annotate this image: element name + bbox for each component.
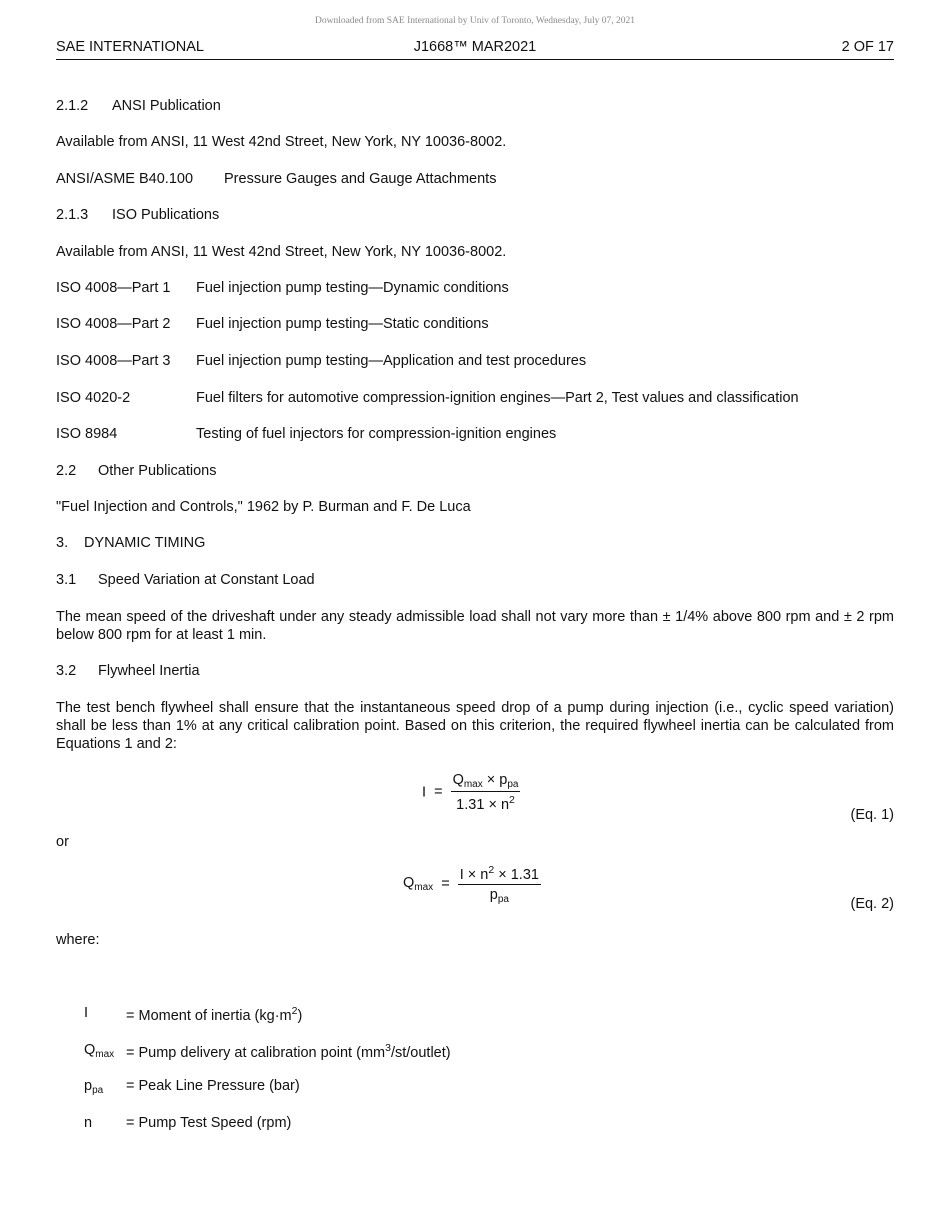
def-symbol-inertia: I [84, 1005, 89, 1021]
reference-title: Testing of fuel injectors for compression-ignition engines [196, 426, 557, 442]
eq1-fraction [451, 772, 521, 813]
def-symbol-ppa: $p_{pa}$ [84, 1078, 104, 1096]
def-text-qmax: = Pump delivery at calibration point $(mm^3/st/outlet)$ [126, 1042, 451, 1061]
equation-2 [403, 864, 541, 905]
def-text-ppa: = Peak Line Pressure (bar) [126, 1078, 300, 1094]
eq2-lhs: $Q_{max}$ [403, 875, 434, 894]
reference-code: ISO 4008—Part 2 [56, 316, 171, 332]
or-text: or [56, 834, 69, 850]
eq1-lhs: I [422, 784, 427, 801]
reference-code: ISO 4020-2 [56, 390, 131, 406]
section-number: 2.2 [56, 463, 77, 479]
ansi-availability: Available from ANSI, 11 West 42nd Street, New York, NY 10036-8002. [56, 134, 507, 150]
section-title: ISO Publications [112, 207, 220, 223]
reference-code: ISO 4008—Part 3 [56, 353, 171, 369]
reference-ansi-b40-100 [56, 171, 496, 187]
reference-title: Fuel injection pump testing—Application and test procedures [196, 353, 587, 369]
reference-title: Fuel injection pump testing—Static conditions [196, 316, 489, 332]
iso-availability: Available from ANSI, 11 West 42nd Street, New York, NY 10036-8002. [56, 244, 507, 260]
section-title: Other Publications [98, 463, 217, 479]
section-number: 2.1.2 [56, 98, 89, 114]
section-number: 2.1.3 [56, 207, 89, 223]
reference-code: ISO 4008—Part 1 [56, 280, 171, 296]
header-org: SAE INTERNATIONAL [56, 39, 204, 55]
equation-1 [422, 772, 520, 813]
section-3-heading [56, 535, 205, 551]
section-number: 3.2 [56, 663, 77, 679]
section-2-1-3-heading [56, 207, 219, 223]
reference-iso-4008-1 [56, 280, 509, 296]
eq1-equals: = [434, 784, 443, 801]
eq2-numerator: $I \times n^2 \times 1.31$ [459, 864, 539, 883]
eq2-equals: = [441, 876, 450, 893]
header-doc-id: J1668™ MAR2021 [413, 39, 537, 55]
reference-iso-4020-2 [56, 390, 799, 406]
section-2-2-heading [56, 463, 216, 479]
section-3-1-paragraph: The mean speed of the driveshaft under any steady admissible load shall not vary more than ± 1/4% above 800 rpm and ± 2 rpm below 800 rpm for at least 1 min. [56, 609, 894, 643]
reference-title: Fuel filters for automotive compression-ignition engines—Part 2, Test values and classification [196, 390, 799, 406]
eq1-numerator: $Q_{max} \times p_{pa}$ [452, 772, 519, 790]
reference-iso-4008-2 [56, 316, 489, 332]
header-page-number: 2 OF 17 [841, 39, 894, 55]
other-publication: "Fuel Injection and Controls," 1962 by P. Burman and F. De Luca [56, 499, 471, 515]
eq1-label: (Eq. 1) [850, 807, 894, 823]
reference-iso-8984 [56, 426, 556, 442]
section-title: Flywheel Inertia [98, 663, 200, 679]
def-text-n: = Pump Test Speed (rpm) [126, 1115, 292, 1131]
reference-iso-4008-3 [56, 353, 586, 369]
section-3-2-heading [56, 663, 200, 679]
reference-title: Pressure Gauges and Gauge Attachments [224, 171, 497, 187]
section-3-2-paragraph: The test bench flywheel shall ensure that the instantaneous speed drop of a pump during injection (i.e., cyclic speed variation) shall be less than 1% at any critical calibration point. Based on this criterion, the required flywheel inertia can be calculated from Equations 1 and 2: [56, 700, 894, 752]
reference-title: Fuel injection pump testing—Dynamic conditions [196, 280, 509, 296]
header-rule [56, 59, 894, 60]
eq2-denominator: $p_{pa}$ [489, 886, 509, 905]
def-symbol-qmax: $Q_{max}$ [84, 1042, 115, 1060]
where-text: where: [56, 932, 100, 948]
eq1-denominator: $1.31 \times n^2$ [456, 794, 515, 813]
section-title: ANSI Publication [112, 98, 221, 114]
section-2-1-2-heading [56, 98, 221, 114]
section-title: Speed Variation at Constant Load [98, 572, 315, 588]
section-number: 3. [56, 535, 69, 551]
section-3-1-heading [56, 572, 315, 588]
section-number: 3.1 [56, 572, 77, 588]
eq2-fraction [458, 864, 541, 905]
def-symbol-n: n [84, 1115, 93, 1131]
section-title: DYNAMIC TIMING [84, 535, 206, 551]
reference-code: ISO 8984 [56, 426, 118, 442]
reference-code: ANSI/ASME B40.100 [56, 171, 194, 187]
download-watermark: Downloaded from SAE International by Univ of Toronto, Wednesday, July 07, 2021 [314, 16, 636, 26]
eq2-label: (Eq. 2) [850, 896, 894, 912]
def-text-inertia: = Moment of inertia $(kg\cdot m^2)$ [126, 1005, 303, 1024]
